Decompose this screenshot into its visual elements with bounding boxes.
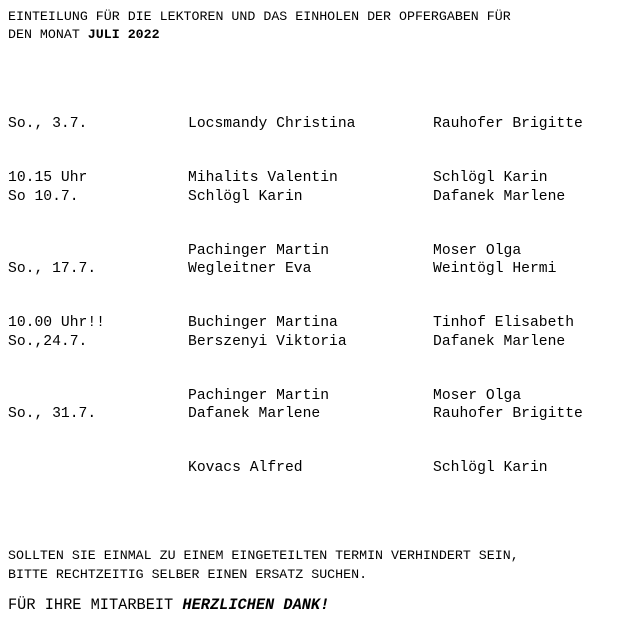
entry-time: 10.15 Uhr bbox=[8, 170, 88, 186]
offering-collector-name: Schlögl Karin bbox=[433, 460, 548, 476]
entry-date: So.,24.7. bbox=[8, 333, 88, 350]
lector-name: Dafanek Marlene bbox=[188, 406, 321, 422]
thanks-line bbox=[8, 596, 329, 615]
lector-name: Buchinger Martina bbox=[188, 315, 338, 331]
schedule-list bbox=[8, 79, 628, 476]
lector-name: Locsmandy Christina bbox=[188, 116, 356, 132]
footer-line-2: BITTE RECHTZEITIG SELBER EINEN ERSATZ SUCHEN. bbox=[8, 567, 368, 582]
offering-collector-name: Weintögl Hermi bbox=[433, 261, 557, 277]
lector-name: Pachinger Martin bbox=[188, 242, 330, 259]
document-header bbox=[8, 8, 628, 44]
header-line-1: EINTEILUNG FÜR DIE LEKTOREN UND DAS EINHOLEN DER OPFERGABEN FÜR bbox=[8, 9, 511, 24]
footer-note bbox=[8, 546, 632, 584]
entry-date-column bbox=[8, 369, 96, 495]
thanks-prefix: FÜR IHRE MITARBEIT bbox=[8, 596, 183, 614]
lector-name: Berszenyi Viktoria bbox=[188, 333, 347, 350]
offering-collector-name: Dafanek Marlene bbox=[433, 333, 566, 350]
offering-collector-name: Moser Olga bbox=[433, 242, 522, 259]
schedule-entry bbox=[8, 79, 628, 186]
schedule-entry bbox=[8, 152, 628, 259]
entry-offerings-column bbox=[433, 369, 583, 513]
footer-line-1: SOLLTEN SIE EINMAL ZU EINEM EINGETEILTEN TERMIN VERHINDERT SEIN, bbox=[8, 548, 519, 563]
thanks-emphasis: HERZLICHEN DANK! bbox=[182, 596, 330, 614]
schedule-entry bbox=[8, 224, 628, 331]
offering-collector-name: Rauhofer Brigitte bbox=[433, 406, 583, 422]
lector-name: Schlögl Karin bbox=[188, 188, 303, 205]
header-line-2-prefix: DEN MONAT bbox=[8, 27, 88, 42]
offering-collector-name: Tinhof Elisabeth bbox=[433, 315, 575, 331]
entry-date: So., 17.7. bbox=[8, 261, 97, 277]
offering-collector-name: Rauhofer Brigitte bbox=[433, 116, 583, 132]
header-month: JULI 2022 bbox=[87, 27, 160, 42]
schedule-entry bbox=[8, 297, 628, 404]
lector-name: Wegleitner Eva bbox=[188, 261, 312, 277]
offering-collector-name: Schlögl Karin bbox=[433, 170, 548, 186]
schedule-entry bbox=[8, 369, 628, 476]
lector-name: Kovacs Alfred bbox=[188, 460, 303, 476]
offering-collector-name: Dafanek Marlene bbox=[433, 188, 566, 205]
offering-collector-name: Moser Olga bbox=[433, 387, 522, 404]
entry-lectors-column bbox=[188, 369, 320, 513]
entry-date: So., 3.7. bbox=[8, 116, 88, 132]
lector-name: Pachinger Martin bbox=[188, 387, 330, 404]
entry-time: 10.00 Uhr!! bbox=[8, 315, 105, 331]
entry-date: So 10.7. bbox=[8, 188, 79, 205]
lector-name: Mihalits Valentin bbox=[188, 170, 338, 186]
entry-date: So., 31.7. bbox=[8, 406, 97, 422]
